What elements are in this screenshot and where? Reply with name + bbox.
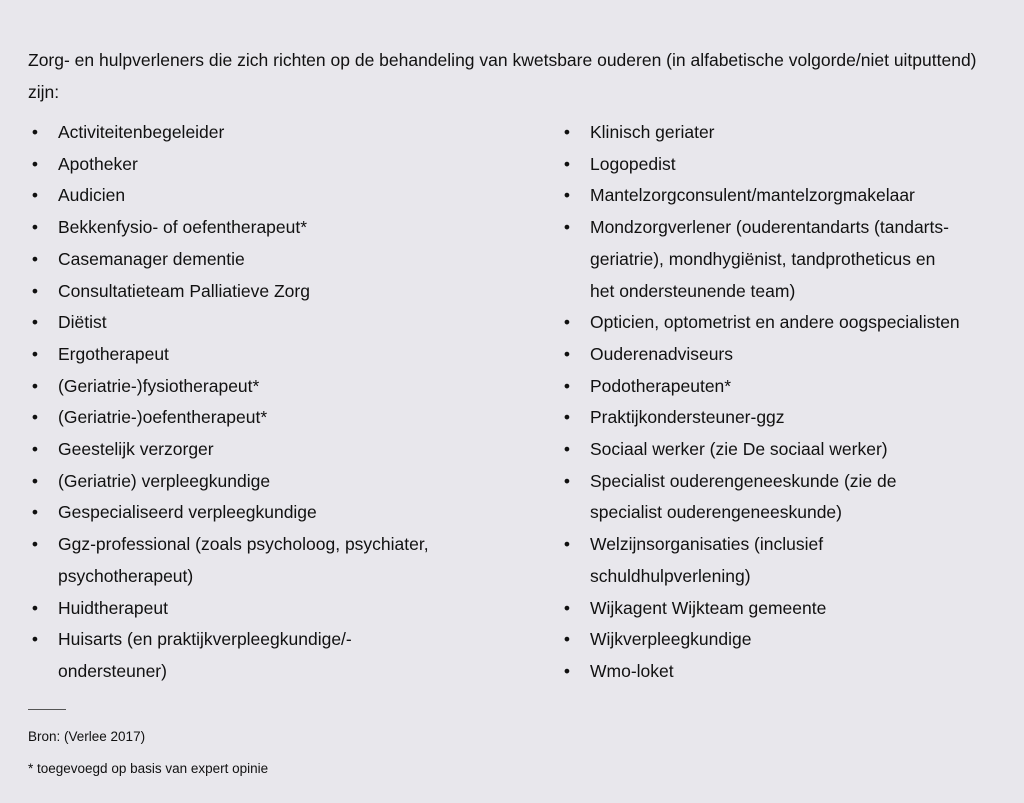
list-item [560,212,1020,307]
list-item [28,244,498,276]
bullet-icon: • [563,122,571,142]
list-item-label: Diëtist [58,312,107,333]
list-item [28,402,498,434]
bullet-icon: • [31,122,39,142]
bullet-icon: • [31,248,39,269]
list-item [28,276,498,308]
list-item-label: Activiteitenbegeleider [58,122,225,142]
list-item [560,402,1020,434]
list-item-label: Consultatieteam Palliatieve Zorg [58,280,310,301]
list-item [560,180,1020,212]
list-item-label: Wmo-loket [590,660,674,681]
bullet-icon: • [31,343,39,364]
list-item [28,339,498,371]
list-item-label: Apotheker [58,153,138,174]
list-item [560,656,1020,688]
list-item-label: Wijkverpleegkundige [590,629,752,650]
footnote-divider [28,709,66,710]
list-item-label: Logopedist [590,153,676,174]
list-item [560,307,1020,339]
list-item [28,529,498,592]
list-item-label: Wijkagent Wijkteam gemeente [590,597,827,618]
list-item-label: Ergotherapeut [58,343,169,364]
bullet-icon: • [563,153,571,174]
list-item [28,117,498,149]
bullet-icon: • [563,312,571,333]
bullet-icon: • [563,597,571,618]
list-item [28,593,498,625]
list-item [560,466,1020,529]
list-item-label: Podotherapeuten* [590,375,732,396]
bullet-icon: • [563,470,571,491]
bullet-icon: • [31,597,39,618]
list-item [28,497,498,529]
bullet-icon: • [31,312,39,333]
list-item-label: Huisarts (en praktijkverpleegkundige/- ondersteuner) [58,629,352,681]
bullet-icon: • [31,439,39,460]
footnote: * toegevoegd op basis van expert opinie [28,761,269,776]
bullet-icon: • [563,375,571,396]
bullet-icon: • [563,343,571,364]
intro-paragraph: Zorg- en hulpverleners die zich richten op de behandeling van kwetsbare ouderen (in alfabetische volgorde/niet uitputtend) zijn: [28,49,977,102]
list-item [28,180,498,212]
bullet-icon: • [31,407,39,428]
list-item-label: (Geriatrie) verpleegkundige [58,470,271,491]
list-item-label: Sociaal werker (zie De sociaal werker) [590,439,888,460]
list-item-label: Huidtherapeut [58,597,168,618]
list-item [560,624,1020,656]
list-item-label: Specialist ouderengeneeskunde (zie de specialist ouderengeneeskunde) [590,470,897,523]
list-item [560,371,1020,403]
list-item [560,434,1020,466]
bullet-icon: • [31,629,39,650]
bullet-icon: • [31,153,39,174]
source-citation: Bron: (Verlee 2017) [28,729,146,744]
list-item [28,307,498,339]
list-item [560,117,1020,149]
bullet-icon: • [563,217,571,238]
list-item-label: Ggz-professional (zoals psycholoog, psychiater, psychotherapeut) [58,534,429,586]
list-item [28,371,498,403]
list-item-label: Praktijkondersteuner-ggz [590,407,785,428]
bullet-icon: • [563,660,571,681]
list-item [28,624,498,687]
list-item-label: Ouderenadviseurs [590,343,733,364]
list-item-label: Audicien [58,185,126,206]
list-item-label: Klinisch geriater [590,122,715,142]
list-item-label: Opticien, optometrist en andere oogspecialisten [590,312,960,333]
bullet-icon: • [563,439,571,460]
list-item-label: Mantelzorgconsulent/mantelzorgmakelaar [590,185,915,206]
bullet-icon: • [563,185,571,206]
left-column-list [28,117,498,688]
bullet-icon: • [31,375,39,396]
list-item [560,149,1020,181]
bullet-icon: • [563,534,571,555]
list-item-label: Gespecialiseerd verpleegkundige [58,502,317,523]
bullet-icon: • [563,629,571,650]
list-item-label: (Geriatrie-)oefentherapeut* [58,407,268,428]
list-item-label: (Geriatrie-)fysiotherapeut* [58,375,260,396]
bullet-icon: • [31,534,39,555]
list-item [28,466,498,498]
list-item [560,339,1020,371]
list-item-label: Geestelijk verzorger [58,439,214,460]
bullet-icon: • [31,502,39,523]
list-item [560,529,1020,592]
list-item [28,149,498,181]
bullet-icon: • [31,185,39,206]
list-item [28,434,498,466]
list-item-label: Casemanager dementie [58,248,245,269]
list-item-label: Mondzorgverlener (ouderentandarts (tandarts- geriatrie), mondhygiënist, tandprotheticus en het ondersteunende team) [590,217,949,301]
bullet-icon: • [563,407,571,428]
list-item [28,212,498,244]
bullet-icon: • [31,280,39,301]
right-column-list [560,117,1020,688]
bullet-icon: • [31,217,39,238]
list-item-label: Bekkenfysio- of oefentherapeut* [58,217,308,238]
list-item-label: Welzijnsorganisaties (inclusief schuldhulpverlening) [590,534,824,586]
list-item [560,593,1020,625]
bullet-icon: • [31,470,39,491]
